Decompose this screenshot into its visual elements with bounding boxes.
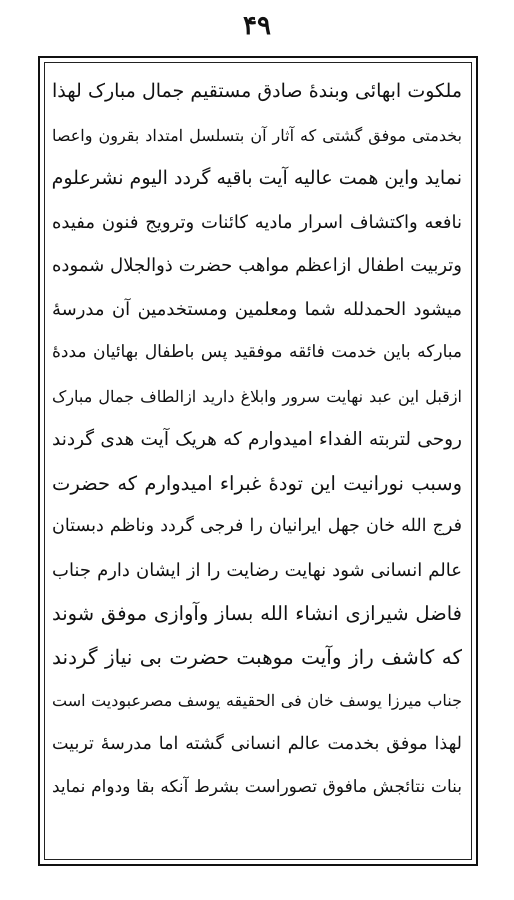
text-line-6: میشود الحمدلله شما ومعلمین ومستخدمین آن مدرسهٔ	[52, 298, 462, 320]
text-line-17: بنات نتائجش مافوق تصوراست بشرط آنکه بقا ودوام نماید	[52, 777, 462, 797]
page-number: ۴۹	[243, 11, 271, 41]
text-line-8: ازقبل این عبد نهایت سرور وابلاغ دارید ازالطاف جمال مبارک	[52, 386, 462, 406]
text-line-1: ملکوت ابهائی وبندهٔ صادق مستقیم جمال مبارک لهذا	[52, 80, 462, 102]
text-line-7: مبارکه باین خدمت فائقه موفقید پس باطفال بهائیان مددهٔ	[52, 342, 462, 362]
text-line-11: فرج الله خان جهل ایرانیان را فرجی گردد وناظم دبستان	[52, 516, 462, 536]
text-line-13: فاضل شیرازی انشاء الله بساز وآوازی موفق شوند	[52, 602, 462, 625]
text-line-9: روحی لتربته الفداء امیدوارم که هریک آیت هدی گردند	[52, 429, 462, 450]
text-line-16: لهذا موفق بخدمت عالم انسانی گشته اما مدرسهٔ تربیت	[52, 733, 462, 754]
text-line-10: وسبب نورانیت این تودهٔ غبراء امیدوارم که حضرت	[52, 471, 462, 495]
text-line-14: که کاشف راز وآیت موهبت حضرت بی نیاز گردند	[52, 644, 462, 669]
text-line-12: عالم انسانی شود نهایت رضایت را از ایشان دارم جناب	[52, 559, 462, 581]
text-line-15: جناب میرزا یوسف خان فی الحقیقه یوسف مصرعبودیت است	[52, 691, 462, 710]
text-line-3: نماید واین همت عالیه آیت باقیه گردد الیوم نشرعلوم	[52, 167, 462, 189]
body-text	[52, 70, 462, 854]
text-line-2: بخدمتی موفق گشتی که آثار آن بتسلسل امتداد بقرون واعصا	[52, 125, 462, 145]
text-line-5: وتربیت اطفال ازاعظم مواهب حضرت ذوالجلال شموده	[52, 255, 462, 276]
text-line-4: نافعه واکتشاف اسرار مادیه کائنات وترویج فنون مفیده	[52, 211, 462, 233]
